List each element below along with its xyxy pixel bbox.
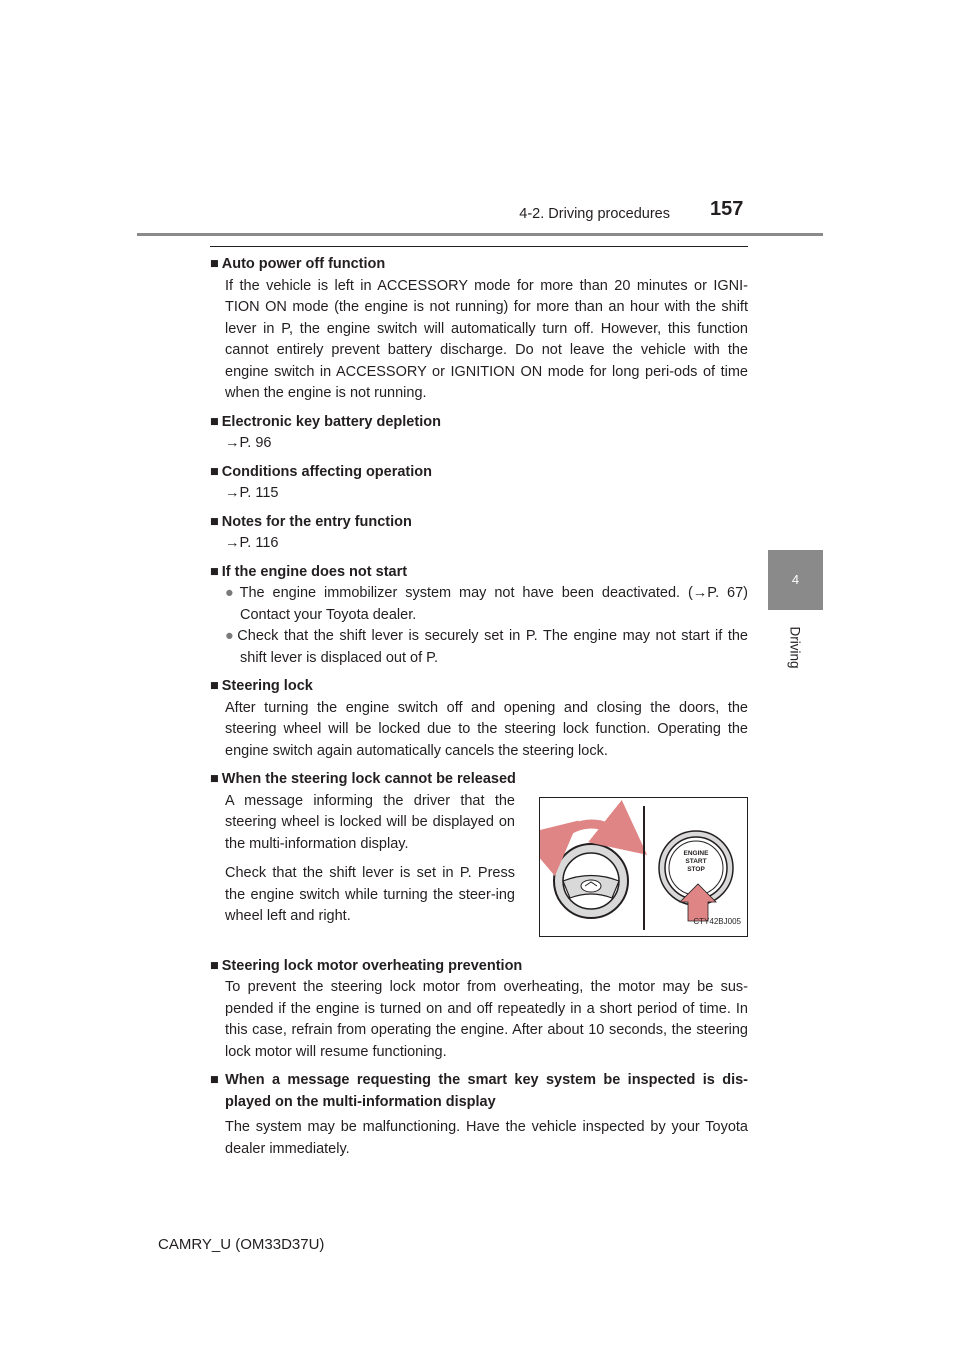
figure-code: CTY42BJ005 (693, 917, 741, 926)
body-auto-power-off: If the vehicle is left in ACCESSORY mode for more than 20 minutes or IGNI-TION ON mode (the engine is not running) for more than an hour with the shift lever in P, the engine switch will automatically turn off. However, this function cannot entirely prevent battery discharge. Do not leave the vehicle with the engine switch in ACCESSORY or IGNITION ON mode for long peri-ods of time when the engine is not running. (225, 277, 748, 401)
lock-instruction-paragraph: Check that the shift lever is set in P. Press the engine switch while turning the steer-ing wheel left and right. (225, 865, 515, 924)
lock-message-paragraph: A message informing the driver that the steering wheel is locked will be displayed on the multi-information display. (225, 792, 515, 852)
square-bullet-icon: ■ (210, 563, 219, 580)
square-bullet-icon: ■ (210, 957, 219, 974)
square-bullet-icon: ■ (210, 678, 219, 694)
section-title: 4-2. Driving procedures (519, 206, 670, 222)
square-bullet-icon: ■ (210, 1072, 223, 1088)
page-number: 157 (710, 198, 744, 220)
body-overheating: To prevent the steering lock motor from overheating, the motor may be sus-pended if the engine is turned on and off repeatedly in a short period of time. In this case, refrain from operating the engine. After about 10 seconds, the steering lock motor will resume functioning. (225, 979, 748, 1060)
square-bullet-icon: ■ (210, 413, 219, 430)
heading-conditions: ■ Conditions affecting operation (210, 463, 433, 480)
square-bullet-icon: ■ (210, 771, 219, 787)
chapter-tab[interactable]: 4 (768, 550, 823, 610)
chapter-label (768, 612, 823, 682)
figure-text (210, 791, 515, 949)
engine-button-label: ENGINE START STOP (683, 849, 709, 873)
heading-inspection-message: ■ When a message requesting the smart key system be inspected is dis-played on the multi-information display (210, 1072, 748, 1110)
footer-model: CAMRY_U (OM33D37U) (158, 1236, 325, 1253)
square-bullet-icon: ■ (210, 463, 219, 480)
rotate-arrow-icon (558, 824, 626, 838)
chapter-label-text: Driving (787, 625, 803, 669)
steering-wheel-icon (554, 844, 628, 918)
figure-row (210, 791, 748, 949)
content (210, 254, 748, 1160)
ref-conditions[interactable]: →P. 115 (225, 485, 279, 501)
heading-overheating: ■ Steering lock motor overheating prevention (210, 957, 523, 974)
body-inspection-message: The system may be malfunctioning. Have the vehicle inspected by your Toyota dealer immediately. (225, 1119, 748, 1157)
square-bullet-icon: ■ (210, 256, 219, 272)
heading-auto-power-off: ■ Auto power off function (210, 256, 386, 272)
heading-entry-notes: ■ Notes for the entry function (210, 513, 412, 530)
header-rule (137, 233, 823, 236)
steering-figure (539, 797, 748, 937)
square-bullet-icon: ■ (210, 513, 219, 530)
ref-battery-depletion[interactable]: →P. 96 (225, 435, 272, 451)
heading-lock-not-released: ■ When the steering lock cannot be released (210, 771, 516, 787)
heading-battery-depletion: ■ Electronic key battery depletion (210, 413, 441, 430)
circle-bullet-icon: ● (225, 585, 238, 601)
ref-entry-notes[interactable]: →P. 116 (225, 535, 279, 551)
body-steering-lock: After turning the engine switch off and opening and closing the doors, the steering wheel will be locked due to the steering lock function. Operating the engine switch again automatically cancels the steering lock. (225, 699, 748, 759)
content-rule (210, 246, 748, 247)
circle-bullet-icon: ● (225, 628, 236, 644)
bullet-immobilizer: ● The engine immobilizer system may not have been deactivated. (→P. 67) Contact your Toyota dealer. (225, 585, 748, 623)
heading-engine-not-start: ■ If the engine does not start (210, 563, 408, 580)
bullet-shift-lever: ● Check that the shift lever is securely set in P. The engine may not start if the shift lever is displaced out of P. (225, 628, 748, 666)
heading-steering-lock: ■ Steering lock (210, 678, 313, 694)
